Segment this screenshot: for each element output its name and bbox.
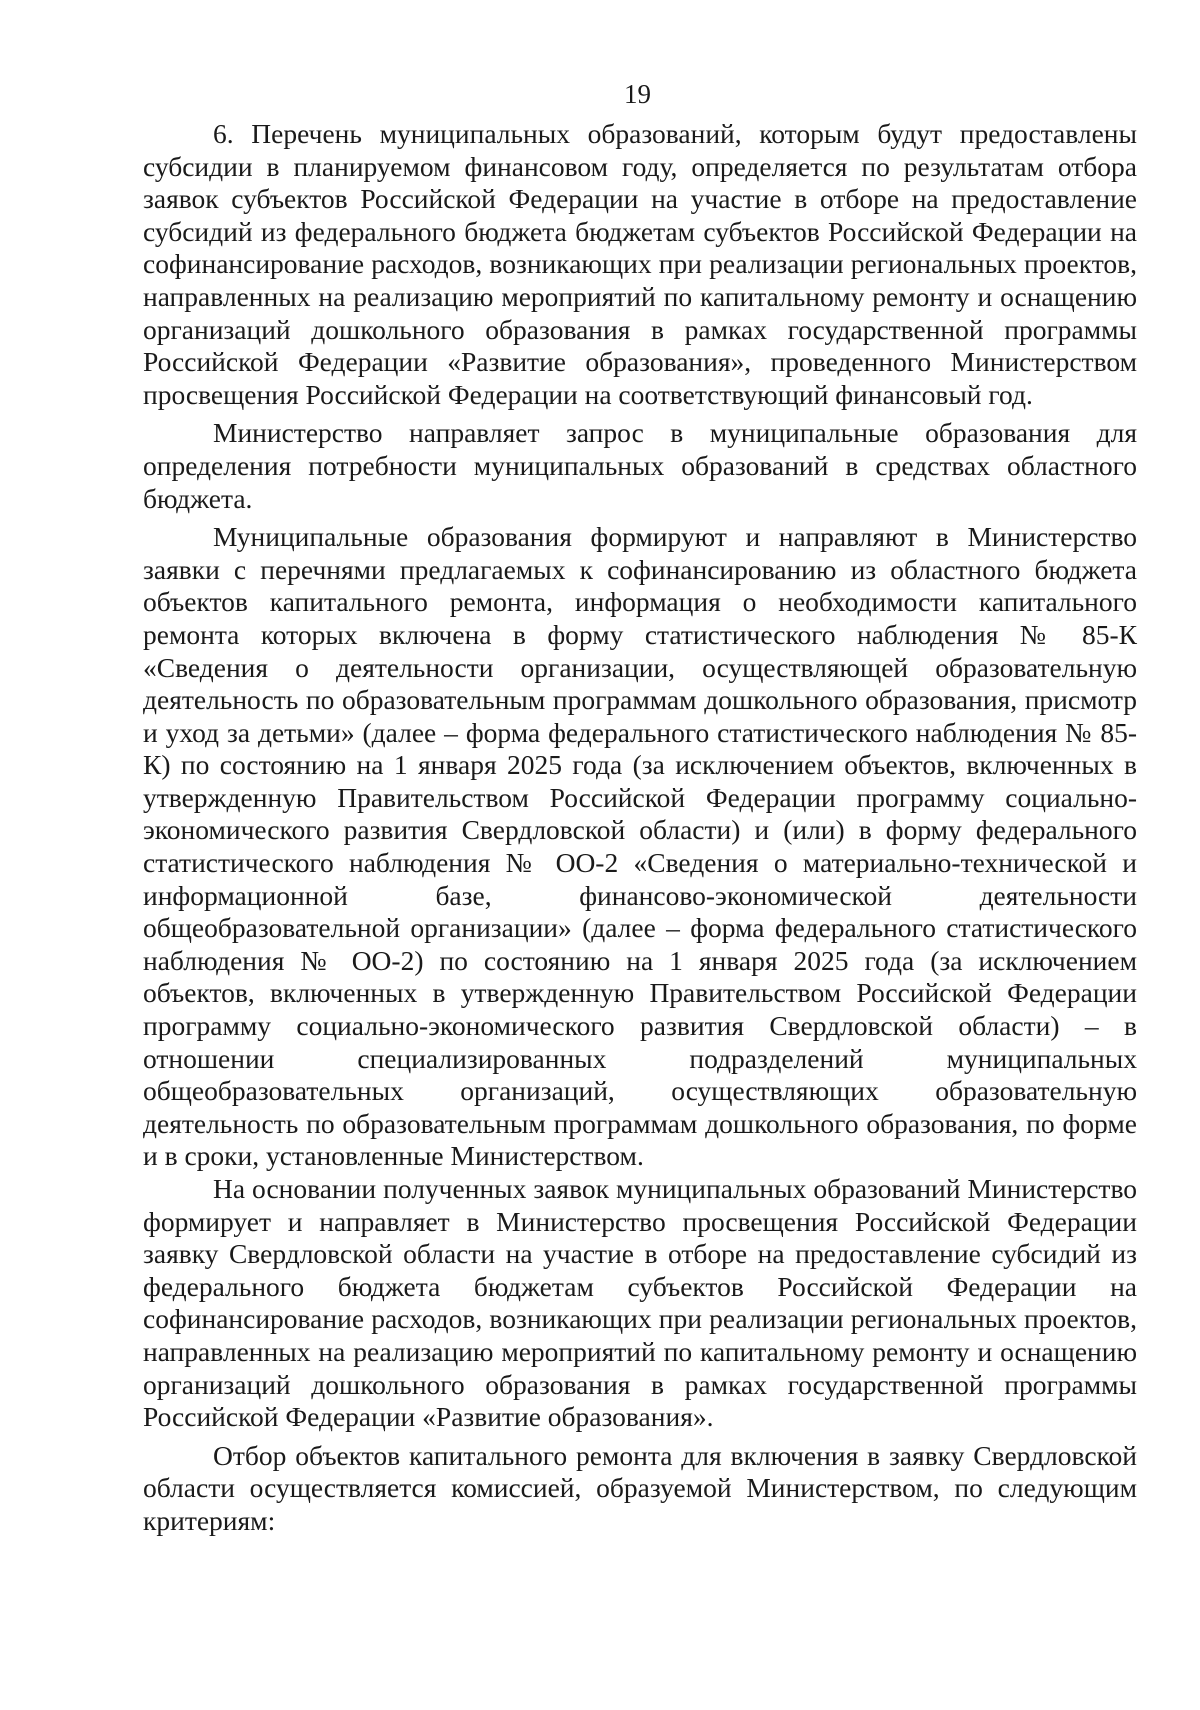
paragraph-selection-criteria: Отбор объектов капитального ремонта для включения в заявку Свердловской области осуществляется комиссией, образуемой Министерством, по следующим критериям: [143,1439,1137,1536]
paragraph-ministry-request: Министерство направляет запрос в муниципальные образования для определения потребности муниципальных образований в средствах областного бюджета. [143,417,1137,514]
page-number: 19 [624,79,651,109]
paragraph-regional-application: На основании полученных заявок муниципальных образований Министерство формирует и направляет в Министерство просвещения Российской Федерации заявку Свердловской области на участие в отборе на предоставление субсидий из федерального бюджета бюджетам субъектов Российской Федерации на софинансирование расходов, возникающих при реализации региональных проектов, направленных на реализацию мероприятий по капитальному ремонту и оснащению организаций дошкольного образования в рамках государственной программы Российской Федерации «Развитие образования». [143,1173,1137,1433]
paragraph-6-municipal-list: 6. Перечень муниципальных образований, которым будут предоставлены субсидии в планируемом финансовом году, определяется по результатам отбора заявок субъектов Российской Федерации на участие в отборе на предоставление субсидий из федерального бюджета бюджетам субъектов Российской Федерации на софинансирование расходов, возникающих при реализации региональных проектов, направленных на реализацию мероприятий по капитальному ремонту и оснащению организаций дошкольного образования в рамках государственной программы Российской Федерации «Развитие образования», проведенного Министерством просвещения Российской Федерации на соответствующий финансовый год. [143,118,1137,410]
paragraph-municipal-applications: Муниципальные образования формируют и направляют в Министерство заявки с перечнями предлагаемых к софинансированию из областного бюджета объектов капитального ремонта, информация о необходимости капитального ремонта которых включена в форму статистического наблюдения № 85-К «Сведения о деятельности организации, осуществляющей образовательную деятельность по образовательным программам дошкольного образования, присмотр и уход за детьми» (далее – форма федерального статистического наблюдения № 85-К) по состоянию на 1 января 2025 года (за исключением объектов, включенных в утвержденную Правительством Российской Федерации программу социально-экономического развития Свердловской области) и (или) в форму федерального статистического наблюдения № ОО-2 «Сведения о материально-технической и информационной базе, финансово-экономической деятельности общеобразовательной организации» (далее – форма федерального статистического наблюдения № ОО-2) по состоянию на 1 января 2025 года (за исключением объектов, включенных в утвержденную Правительством Российской Федерации программу социально-экономического развития Свердловской области) – в отношении специализированных подразделений муниципальных общеобразовательных организаций, осуществляющих образовательную деятельность по образовательным программам дошкольного образования, по форме и в сроки, установленные Министерством. [143,521,1137,1172]
document-body [143,118,1137,1538]
